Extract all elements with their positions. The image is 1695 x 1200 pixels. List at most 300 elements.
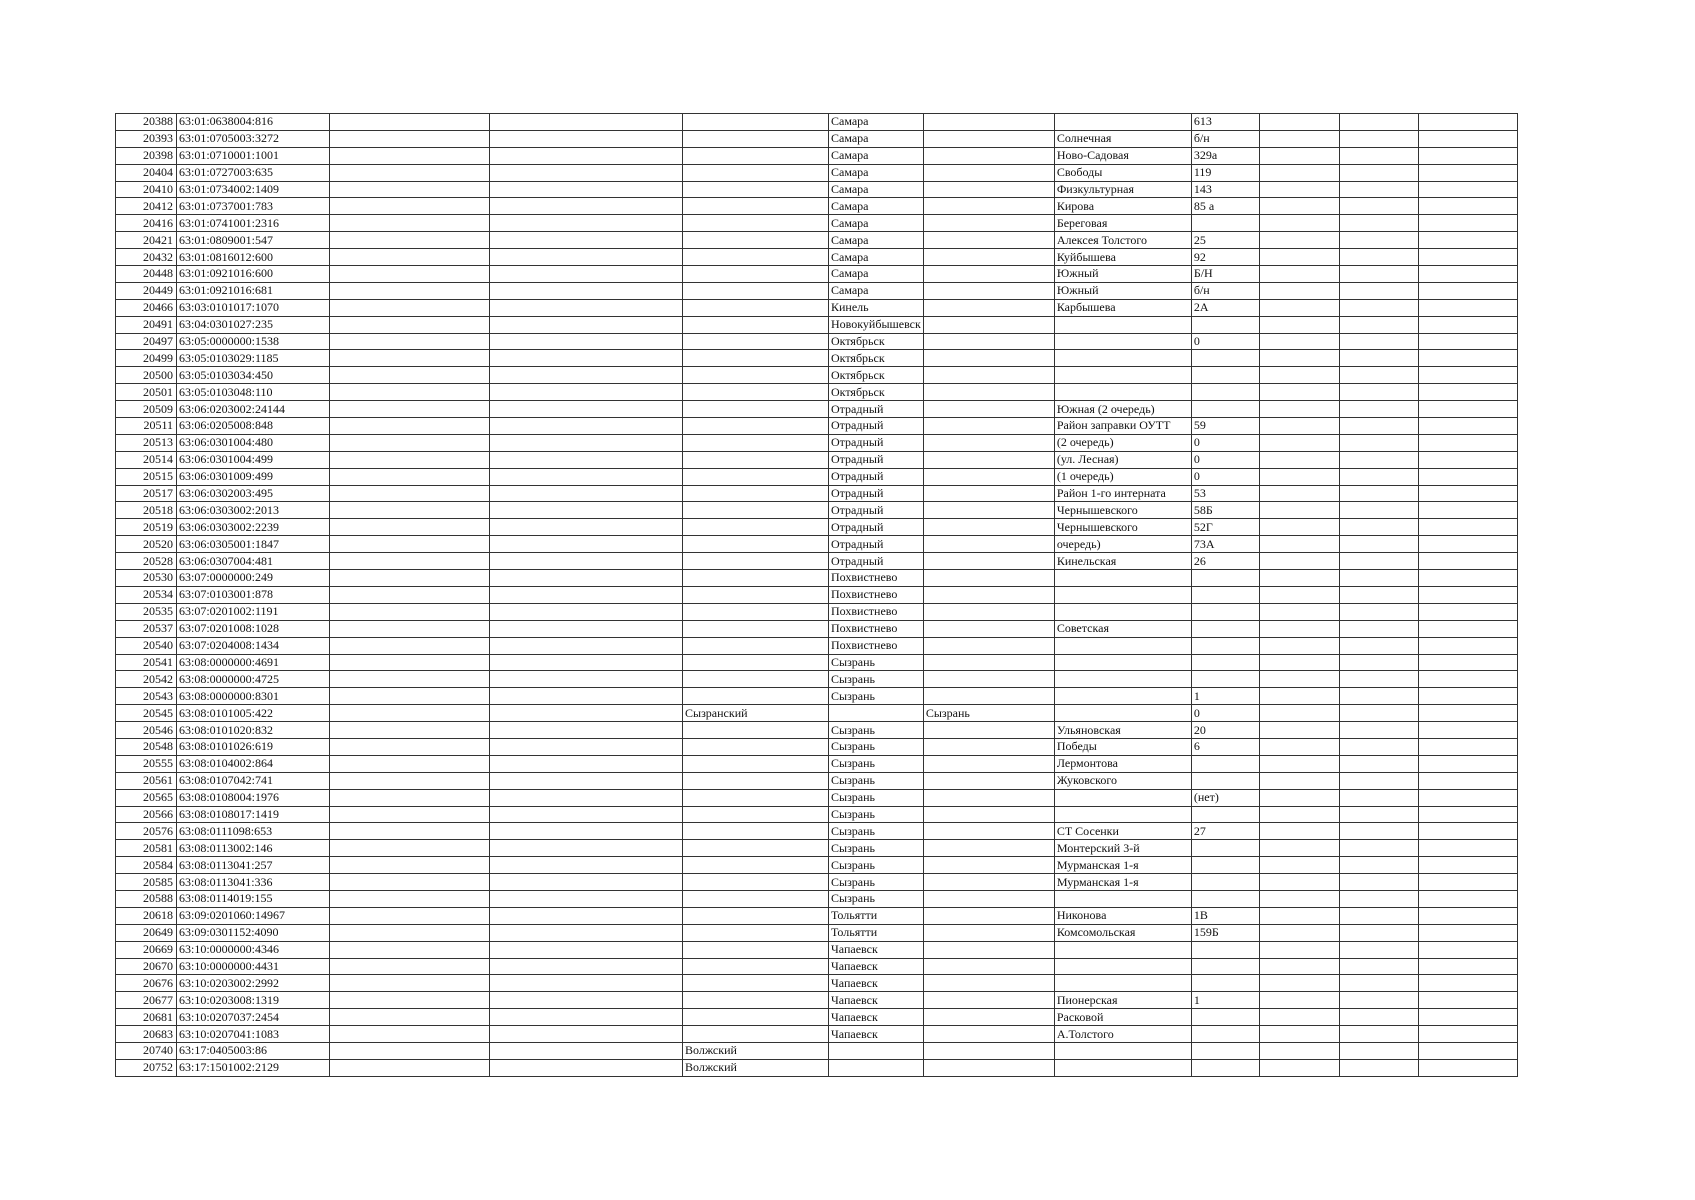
house-number-cell: [1191, 840, 1259, 857]
street-cell: [1054, 975, 1191, 992]
house-number-cell: [1191, 941, 1259, 958]
empty-cell: [490, 164, 683, 181]
district-cell: [683, 603, 829, 620]
district-cell: [683, 536, 829, 553]
district-cell: [683, 924, 829, 941]
settlement-cell: [923, 536, 1054, 553]
street-cell: Солнечная: [1054, 130, 1191, 147]
cadastral-number-cell: 63:01:0741001:2316: [177, 215, 330, 232]
street-cell: [1054, 789, 1191, 806]
settlement-cell: [923, 738, 1054, 755]
district-cell: [683, 198, 829, 215]
empty-cell: [1259, 907, 1339, 924]
empty-cell: [330, 1009, 490, 1026]
house-number-cell: 58Б: [1191, 502, 1259, 519]
street-cell: Чернышевского: [1054, 519, 1191, 536]
house-number-cell: [1191, 874, 1259, 891]
city-cell: Сызрань: [829, 806, 924, 823]
empty-cell: [1259, 299, 1339, 316]
empty-cell: [490, 823, 683, 840]
table-row: [116, 1059, 1518, 1076]
house-number-cell: 27: [1191, 823, 1259, 840]
table-row: [116, 553, 1518, 570]
table-row: [116, 738, 1518, 755]
district-cell: [683, 907, 829, 924]
row-number-cell: 20585: [116, 874, 177, 891]
empty-cell: [490, 722, 683, 739]
city-cell: Чапаевск: [829, 975, 924, 992]
empty-cell: [330, 249, 490, 266]
empty-cell: [1339, 434, 1418, 451]
settlement-cell: [923, 468, 1054, 485]
street-cell: [1054, 890, 1191, 907]
house-number-cell: 20: [1191, 722, 1259, 739]
empty-cell: [330, 164, 490, 181]
city-cell: Самара: [829, 114, 924, 131]
house-number-cell: 1: [1191, 992, 1259, 1009]
empty-cell: [1339, 451, 1418, 468]
street-cell: [1054, 941, 1191, 958]
house-number-cell: [1191, 772, 1259, 789]
city-cell: Отрадный: [829, 468, 924, 485]
table-row: [116, 114, 1518, 131]
empty-cell: [490, 215, 683, 232]
house-number-cell: [1191, 384, 1259, 401]
empty-cell: [1418, 755, 1517, 772]
empty-cell: [1259, 738, 1339, 755]
empty-cell: [1418, 1059, 1517, 1076]
city-cell: Похвистнево: [829, 603, 924, 620]
empty-cell: [1259, 434, 1339, 451]
cadastral-number-cell: 63:10:0000000:4346: [177, 941, 330, 958]
city-cell: [829, 1042, 924, 1059]
house-number-cell: [1191, 215, 1259, 232]
cadastral-number-cell: 63:08:0114019:155: [177, 890, 330, 907]
empty-cell: [1259, 350, 1339, 367]
street-cell: [1054, 1059, 1191, 1076]
empty-cell: [1418, 637, 1517, 654]
empty-cell: [1418, 249, 1517, 266]
row-number-cell: 20501: [116, 384, 177, 401]
empty-cell: [330, 806, 490, 823]
empty-cell: [1339, 164, 1418, 181]
empty-cell: [1339, 924, 1418, 941]
empty-cell: [1339, 130, 1418, 147]
cadastral-number-cell: 63:01:0737001:783: [177, 198, 330, 215]
street-cell: (1 очередь): [1054, 468, 1191, 485]
cadastral-number-cell: 63:06:0301009:499: [177, 468, 330, 485]
property-table: [115, 113, 1518, 1077]
table-row: [116, 941, 1518, 958]
cadastral-number-cell: 63:01:0921016:681: [177, 282, 330, 299]
row-number-cell: 20677: [116, 992, 177, 1009]
house-number-cell: [1191, 975, 1259, 992]
house-number-cell: 613: [1191, 114, 1259, 131]
cadastral-number-cell: 63:08:0108004:1976: [177, 789, 330, 806]
table-row: [116, 418, 1518, 435]
empty-cell: [1418, 418, 1517, 435]
empty-cell: [1418, 941, 1517, 958]
settlement-cell: [923, 316, 1054, 333]
city-cell: Октябрьск: [829, 367, 924, 384]
street-cell: Лермонтова: [1054, 755, 1191, 772]
table-row: [116, 570, 1518, 587]
empty-cell: [1418, 1042, 1517, 1059]
district-cell: [683, 401, 829, 418]
district-cell: [683, 384, 829, 401]
street-cell: Победы: [1054, 738, 1191, 755]
table-row: [116, 722, 1518, 739]
empty-cell: [1339, 147, 1418, 164]
district-cell: [683, 367, 829, 384]
empty-cell: [1418, 333, 1517, 350]
house-number-cell: 26: [1191, 553, 1259, 570]
row-number-cell: 20530: [116, 570, 177, 587]
house-number-cell: [1191, 890, 1259, 907]
house-number-cell: 143: [1191, 181, 1259, 198]
settlement-cell: [923, 958, 1054, 975]
empty-cell: [1259, 198, 1339, 215]
empty-cell: [1259, 603, 1339, 620]
street-cell: [1054, 570, 1191, 587]
cadastral-number-cell: 63:01:0710001:1001: [177, 147, 330, 164]
table-row: [116, 806, 1518, 823]
empty-cell: [1339, 266, 1418, 283]
empty-cell: [330, 570, 490, 587]
district-cell: Волжский: [683, 1042, 829, 1059]
street-cell: [1054, 316, 1191, 333]
street-cell: Советская: [1054, 620, 1191, 637]
empty-cell: [330, 333, 490, 350]
district-cell: [683, 1009, 829, 1026]
row-number-cell: 20588: [116, 890, 177, 907]
empty-cell: [1339, 722, 1418, 739]
empty-cell: [1339, 282, 1418, 299]
district-cell: [683, 114, 829, 131]
settlement-cell: [923, 789, 1054, 806]
empty-cell: [1339, 553, 1418, 570]
empty-cell: [1259, 114, 1339, 131]
table-row: [116, 401, 1518, 418]
empty-cell: [1259, 924, 1339, 941]
empty-cell: [1339, 367, 1418, 384]
settlement-cell: [923, 130, 1054, 147]
city-cell: Самара: [829, 266, 924, 283]
empty-cell: [1339, 232, 1418, 249]
empty-cell: [330, 1026, 490, 1043]
settlement-cell: [923, 451, 1054, 468]
cadastral-number-cell: 63:17:0405003:86: [177, 1042, 330, 1059]
house-number-cell: (нет): [1191, 789, 1259, 806]
empty-cell: [490, 620, 683, 637]
cadastral-number-cell: 63:06:0301004:499: [177, 451, 330, 468]
cadastral-number-cell: 63:10:0203008:1319: [177, 992, 330, 1009]
empty-cell: [1259, 130, 1339, 147]
empty-cell: [330, 992, 490, 1009]
empty-cell: [1259, 451, 1339, 468]
house-number-cell: [1191, 367, 1259, 384]
empty-cell: [330, 266, 490, 283]
empty-cell: [490, 603, 683, 620]
empty-cell: [1259, 789, 1339, 806]
empty-cell: [1339, 637, 1418, 654]
empty-cell: [1418, 266, 1517, 283]
empty-cell: [1339, 688, 1418, 705]
empty-cell: [1339, 181, 1418, 198]
empty-cell: [1339, 519, 1418, 536]
empty-cell: [1259, 536, 1339, 553]
empty-cell: [1339, 485, 1418, 502]
empty-cell: [1418, 350, 1517, 367]
empty-cell: [490, 553, 683, 570]
row-number-cell: 20537: [116, 620, 177, 637]
empty-cell: [490, 1026, 683, 1043]
empty-cell: [490, 502, 683, 519]
settlement-cell: [923, 1026, 1054, 1043]
row-number-cell: 20545: [116, 705, 177, 722]
row-number-cell: 20542: [116, 671, 177, 688]
empty-cell: [1418, 147, 1517, 164]
city-cell: Сызрань: [829, 654, 924, 671]
city-cell: Похвистнево: [829, 586, 924, 603]
table-row: [116, 181, 1518, 198]
empty-cell: [490, 266, 683, 283]
city-cell: Сызрань: [829, 890, 924, 907]
cadastral-number-cell: 63:08:0111098:653: [177, 823, 330, 840]
empty-cell: [490, 654, 683, 671]
settlement-cell: [923, 266, 1054, 283]
row-number-cell: 20528: [116, 553, 177, 570]
empty-cell: [490, 570, 683, 587]
empty-cell: [330, 958, 490, 975]
house-number-cell: 0: [1191, 468, 1259, 485]
empty-cell: [1418, 1009, 1517, 1026]
street-cell: [1054, 367, 1191, 384]
row-number-cell: 20511: [116, 418, 177, 435]
empty-cell: [330, 181, 490, 198]
empty-cell: [490, 198, 683, 215]
empty-cell: [330, 705, 490, 722]
city-cell: Чапаевск: [829, 992, 924, 1009]
row-number-cell: 20398: [116, 147, 177, 164]
city-cell: Сызрань: [829, 688, 924, 705]
empty-cell: [490, 755, 683, 772]
empty-cell: [1418, 620, 1517, 637]
empty-cell: [1418, 907, 1517, 924]
settlement-cell: [923, 1042, 1054, 1059]
row-number-cell: 20548: [116, 738, 177, 755]
city-cell: Октябрьск: [829, 384, 924, 401]
empty-cell: [1418, 553, 1517, 570]
empty-cell: [490, 975, 683, 992]
table-row: [116, 874, 1518, 891]
table-row: [116, 924, 1518, 941]
empty-cell: [490, 992, 683, 1009]
city-cell: Сызрань: [829, 671, 924, 688]
table-row: [116, 705, 1518, 722]
row-number-cell: 20404: [116, 164, 177, 181]
empty-cell: [490, 1059, 683, 1076]
district-cell: [683, 586, 829, 603]
street-cell: Алексея Толстого: [1054, 232, 1191, 249]
city-cell: Отрадный: [829, 553, 924, 570]
empty-cell: [330, 350, 490, 367]
city-cell: Самара: [829, 215, 924, 232]
city-cell: Отрадный: [829, 519, 924, 536]
empty-cell: [330, 772, 490, 789]
city-cell: Сызрань: [829, 722, 924, 739]
table-row: [116, 1042, 1518, 1059]
empty-cell: [1259, 722, 1339, 739]
empty-cell: [1418, 451, 1517, 468]
house-number-cell: 0: [1191, 705, 1259, 722]
district-cell: [683, 164, 829, 181]
street-cell: Южный: [1054, 266, 1191, 283]
district-cell: [683, 434, 829, 451]
house-number-cell: 52Г: [1191, 519, 1259, 536]
empty-cell: [1259, 705, 1339, 722]
settlement-cell: [923, 1009, 1054, 1026]
empty-cell: [1418, 603, 1517, 620]
district-cell: [683, 316, 829, 333]
row-number-cell: 20546: [116, 722, 177, 739]
cadastral-number-cell: 63:07:0201002:1191: [177, 603, 330, 620]
empty-cell: [1259, 772, 1339, 789]
street-cell: Пионерская: [1054, 992, 1191, 1009]
house-number-cell: [1191, 1009, 1259, 1026]
empty-cell: [1339, 316, 1418, 333]
empty-cell: [330, 434, 490, 451]
row-number-cell: 20513: [116, 434, 177, 451]
city-cell: Отрадный: [829, 401, 924, 418]
settlement-cell: [923, 637, 1054, 654]
empty-cell: [1339, 502, 1418, 519]
empty-cell: [1418, 384, 1517, 401]
empty-cell: [1339, 1059, 1418, 1076]
settlement-cell: [923, 502, 1054, 519]
empty-cell: [1418, 857, 1517, 874]
city-cell: Похвистнево: [829, 637, 924, 654]
empty-cell: [1339, 738, 1418, 755]
row-number-cell: 20499: [116, 350, 177, 367]
district-cell: [683, 519, 829, 536]
settlement-cell: [923, 857, 1054, 874]
settlement-cell: [923, 654, 1054, 671]
row-number-cell: 20681: [116, 1009, 177, 1026]
house-number-cell: Б/Н: [1191, 266, 1259, 283]
empty-cell: [1339, 705, 1418, 722]
settlement-cell: [923, 671, 1054, 688]
empty-cell: [490, 874, 683, 891]
table-row: [116, 316, 1518, 333]
district-cell: [683, 654, 829, 671]
city-cell: Сызрань: [829, 772, 924, 789]
city-cell: Сызрань: [829, 840, 924, 857]
empty-cell: [1259, 502, 1339, 519]
empty-cell: [490, 282, 683, 299]
empty-cell: [330, 418, 490, 435]
street-cell: [1054, 654, 1191, 671]
empty-cell: [1339, 249, 1418, 266]
street-cell: [1054, 586, 1191, 603]
settlement-cell: [923, 215, 1054, 232]
empty-cell: [1418, 164, 1517, 181]
district-cell: [683, 282, 829, 299]
settlement-cell: [923, 401, 1054, 418]
district-cell: [683, 350, 829, 367]
empty-cell: [1339, 586, 1418, 603]
empty-cell: [1418, 840, 1517, 857]
settlement-cell: [923, 975, 1054, 992]
empty-cell: [1418, 401, 1517, 418]
empty-cell: [1418, 316, 1517, 333]
empty-cell: [1418, 975, 1517, 992]
row-number-cell: 20517: [116, 485, 177, 502]
table-row: [116, 485, 1518, 502]
empty-cell: [1259, 1026, 1339, 1043]
empty-cell: [1339, 468, 1418, 485]
settlement-cell: [923, 772, 1054, 789]
district-cell: [683, 823, 829, 840]
cadastral-number-cell: 63:04:0301027:235: [177, 316, 330, 333]
district-cell: [683, 620, 829, 637]
city-cell: [829, 1059, 924, 1076]
cadastral-number-cell: 63:08:0000000:8301: [177, 688, 330, 705]
street-cell: Южный: [1054, 282, 1191, 299]
street-cell: [1054, 806, 1191, 823]
empty-cell: [490, 688, 683, 705]
district-cell: [683, 1026, 829, 1043]
cadastral-number-cell: 63:06:0203002:24144: [177, 401, 330, 418]
empty-cell: [1418, 570, 1517, 587]
table-row: [116, 215, 1518, 232]
empty-cell: [1259, 992, 1339, 1009]
city-cell: Самара: [829, 147, 924, 164]
empty-cell: [490, 130, 683, 147]
empty-cell: [330, 722, 490, 739]
street-cell: А.Толстого: [1054, 1026, 1191, 1043]
row-number-cell: 20561: [116, 772, 177, 789]
empty-cell: [1418, 772, 1517, 789]
empty-cell: [1259, 958, 1339, 975]
empty-cell: [490, 958, 683, 975]
empty-cell: [1339, 941, 1418, 958]
row-number-cell: 20535: [116, 603, 177, 620]
empty-cell: [330, 1042, 490, 1059]
city-cell: Октябрьск: [829, 333, 924, 350]
empty-cell: [1339, 384, 1418, 401]
street-cell: (2 очередь): [1054, 434, 1191, 451]
district-cell: [683, 451, 829, 468]
house-number-cell: [1191, 654, 1259, 671]
house-number-cell: 59: [1191, 418, 1259, 435]
street-cell: [1054, 705, 1191, 722]
house-number-cell: [1191, 603, 1259, 620]
street-cell: Куйбышева: [1054, 249, 1191, 266]
city-cell: Самара: [829, 164, 924, 181]
row-number-cell: 20543: [116, 688, 177, 705]
cadastral-number-cell: 63:01:0921016:600: [177, 266, 330, 283]
table-row: [116, 333, 1518, 350]
empty-cell: [1339, 350, 1418, 367]
settlement-cell: [923, 806, 1054, 823]
cadastral-number-cell: 63:08:0101005:422: [177, 705, 330, 722]
empty-cell: [330, 384, 490, 401]
settlement-cell: [923, 570, 1054, 587]
table-row: [116, 772, 1518, 789]
empty-cell: [1418, 705, 1517, 722]
street-cell: очередь): [1054, 536, 1191, 553]
